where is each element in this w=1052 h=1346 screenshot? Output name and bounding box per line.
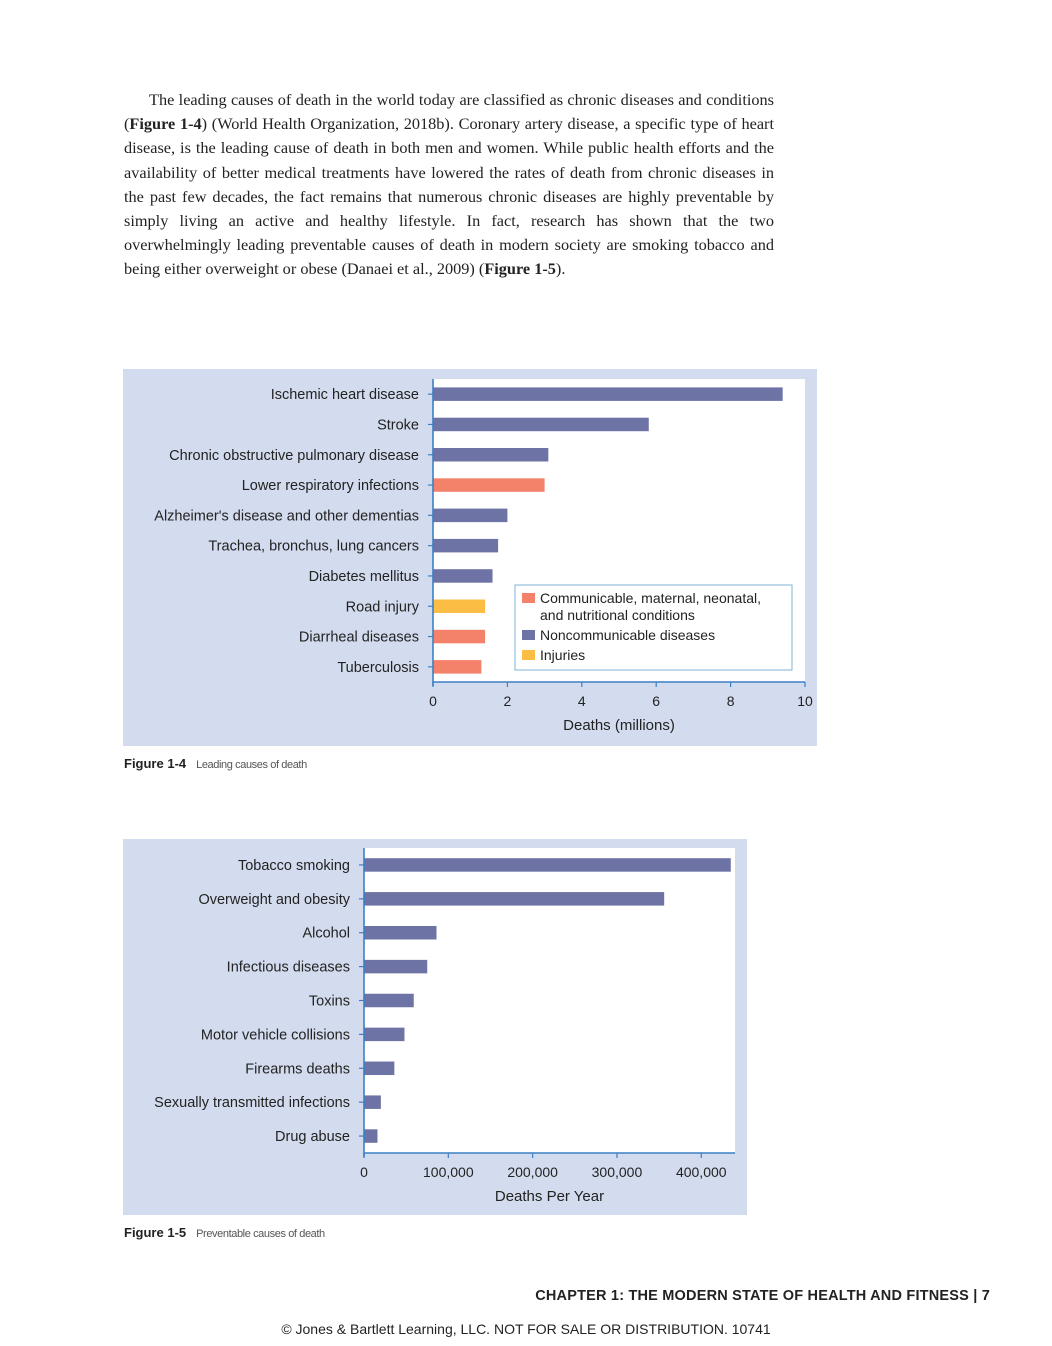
bar-tuberculosis	[433, 660, 481, 674]
bar-alzheimer-s-disease-and-other-dementias	[433, 509, 507, 522]
bar-toxins	[364, 994, 414, 1008]
figure-1-5-number: Figure 1-5	[124, 1225, 187, 1240]
copyright-notice: © Jones & Bartlett Learning, LLC. NOT FOR SALE OR DISTRIBUTION. 10741	[281, 1321, 771, 1337]
bar-stroke	[433, 418, 649, 432]
x-tick-label-200-000: 200,000	[507, 1164, 558, 1180]
legend-label-noncommunicable: Noncommunicable diseases	[540, 627, 716, 643]
bar-trachea-bronchus-lung-cancers	[433, 539, 498, 553]
bar-diabetes-mellitus	[433, 569, 493, 583]
category-label-ischemic-heart-disease: Ischemic heart disease	[270, 387, 419, 404]
bar-alcohol	[364, 926, 437, 940]
x-tick-label-100-000: 100,000	[423, 1164, 474, 1180]
x-tick-label-0: 0	[360, 1164, 368, 1180]
legend-label-communicable: Communicable, maternal, neonatal,	[540, 590, 762, 606]
bar-tobacco-smoking	[364, 858, 731, 872]
bar-overweight-and-obesity	[364, 892, 664, 906]
category-label-infectious-diseases: Infectious diseases	[226, 959, 350, 976]
figure-1-4-number: Figure 1-4	[124, 756, 187, 771]
category-label-diabetes-mellitus: Diabetes mellitus	[308, 568, 419, 585]
x-tick-label-0: 0	[429, 693, 437, 709]
bar-drug-abuse	[364, 1129, 377, 1143]
x-tick-label-6: 6	[652, 693, 661, 709]
category-label-lower-respiratory-infections: Lower respiratory infections	[241, 478, 419, 495]
bar-firearms-deaths	[364, 1062, 394, 1076]
category-label-tobacco-smoking: Tobacco smoking	[237, 857, 350, 874]
x-axis-label: Deaths Per Year	[494, 1188, 605, 1205]
category-label-road-injury: Road injury	[345, 599, 419, 616]
leading-causes-chart-svg	[123, 369, 817, 746]
paragraph-text-1: The leading causes of death in the world today are classified as chronic diseases and conditions (	[124, 90, 774, 134]
legend-swatch-injuries	[522, 650, 535, 660]
bar-motor-vehicle-collisions	[364, 1028, 404, 1042]
figure-1-4-chart	[123, 369, 817, 751]
bar-ischemic-heart-disease	[433, 387, 783, 401]
category-label-stroke: Stroke	[377, 417, 419, 434]
category-label-alcohol: Alcohol	[302, 925, 350, 942]
bar-chronic-obstructive-pulmonary-disease	[433, 448, 548, 462]
figure-1-5-title: Preventable causes of death	[196, 1228, 325, 1240]
category-label-diarrheal-diseases: Diarrheal diseases	[298, 629, 419, 646]
bar-diarrheal-diseases	[433, 630, 485, 644]
body-paragraph	[124, 88, 774, 282]
figure-1-4-caption	[124, 755, 307, 773]
figure-ref-1-4: Figure 1-4	[129, 114, 202, 134]
x-tick-label-400-000: 400,000	[675, 1164, 727, 1180]
category-label-drug-abuse: Drug abuse	[275, 1129, 350, 1146]
category-label-chronic-obstructive-pulmonary-disease: Chronic obstructive pulmonary disease	[169, 447, 419, 464]
figure-1-5-chart	[123, 839, 747, 1220]
x-tick-label-2: 2	[503, 693, 512, 709]
category-label-sexually-transmitted-infections: Sexually transmitted infections	[154, 1095, 350, 1112]
x-axis-label: Deaths (millions)	[563, 717, 675, 734]
x-tick-label-8: 8	[726, 693, 735, 709]
legend-label-communicable-line-2: and nutritional conditions	[540, 607, 695, 623]
x-tick-label-300-000: 300,000	[591, 1164, 643, 1180]
category-label-trachea-bronchus-lung-cancers: Trachea, bronchus, lung cancers	[208, 538, 419, 555]
chapter-footer: CHAPTER 1: THE MODERN STATE OF HEALTH AND FITNESS | 7	[535, 1288, 990, 1304]
figure-ref-1-5: Figure 1-5	[484, 259, 556, 279]
category-label-toxins: Toxins	[308, 993, 350, 1010]
bar-road-injury	[433, 600, 485, 614]
legend-label-injuries: Injuries	[540, 647, 586, 663]
paragraph-text-3: ).	[555, 259, 566, 279]
legend-swatch-noncommunicable	[522, 630, 535, 640]
paragraph-text-2: ) (World Health Organization, 2018b). Coronary artery disease, a specific type of heart disease, is the leading cause of death in both men and women. While public health efforts and the availability of better medical treatments have lowered the rates of death from chronic diseases in the past few decades, the fact remains that numerous chronic diseases are highly preventable by simply living an active and healthy lifestyle. In fact, research has shown that the two overwhelmingly leading preventable causes of death in modern society are smoking tobacco and being either overweight or obese (Danaei et al., 2009) (	[124, 114, 775, 279]
bar-infectious-diseases	[364, 960, 427, 974]
figure-1-4-title: Leading causes of death	[196, 759, 307, 771]
category-label-overweight-and-obesity: Overweight and obesity	[198, 891, 350, 908]
bar-sexually-transmitted-infections	[364, 1095, 381, 1109]
category-label-alzheimer-s-disease-and-other-dementias: Alzheimer's disease and other dementias	[154, 508, 419, 525]
category-label-firearms-deaths: Firearms deaths	[245, 1061, 350, 1078]
figure-1-5-caption	[124, 1224, 325, 1242]
x-tick-label-10: 10	[797, 693, 813, 709]
category-label-tuberculosis: Tuberculosis	[337, 659, 419, 676]
bar-lower-respiratory-infections	[433, 478, 545, 492]
preventable-causes-chart-svg	[123, 839, 747, 1215]
x-tick-label-4: 4	[577, 693, 586, 709]
legend-swatch-communicable	[522, 593, 535, 603]
category-label-motor-vehicle-collisions: Motor vehicle collisions	[200, 1027, 350, 1044]
